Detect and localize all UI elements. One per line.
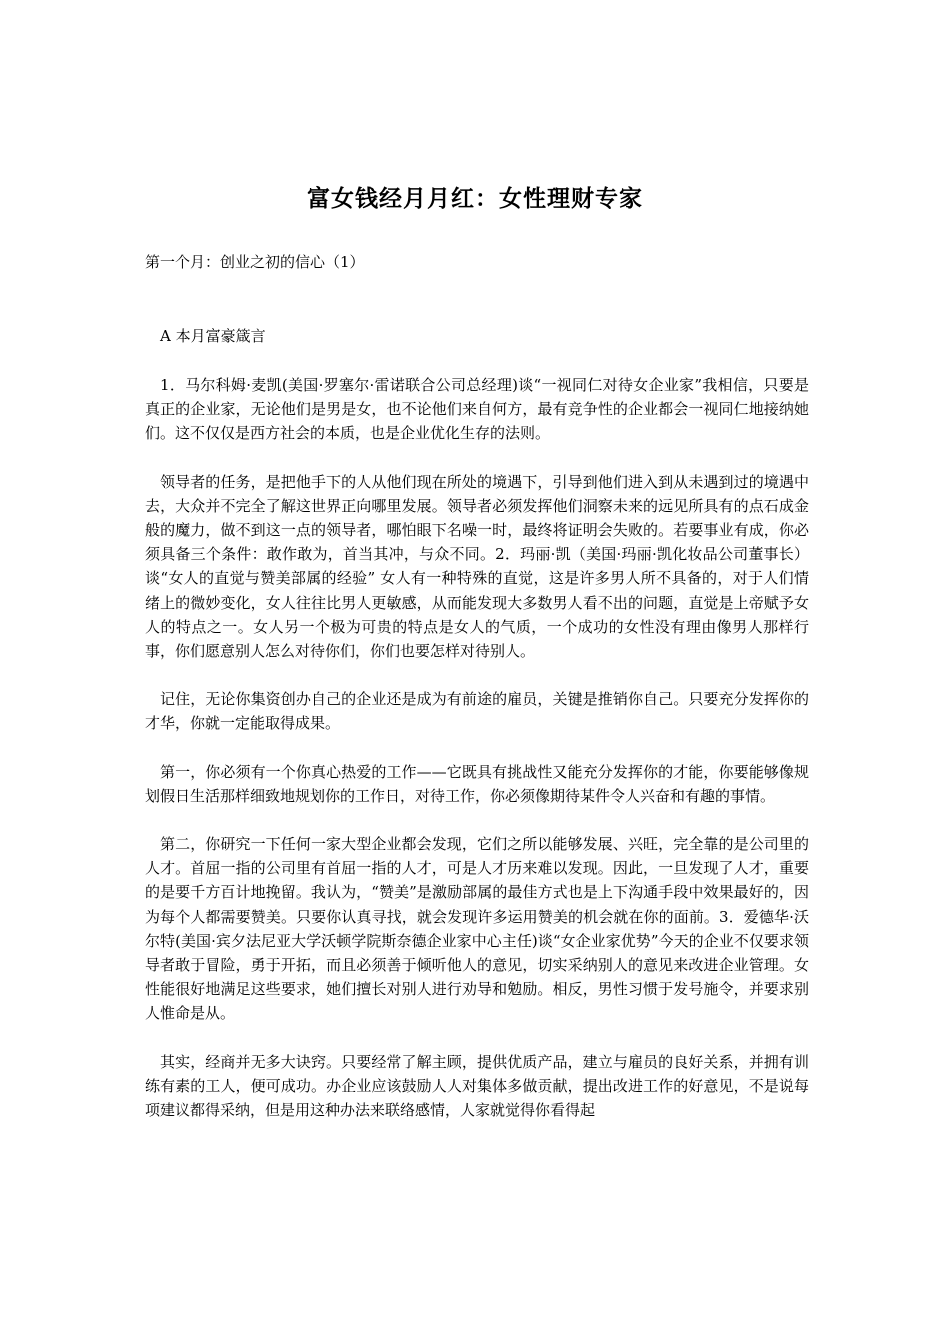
chapter-subtitle: 第一个月：创业之初的信心（1） bbox=[145, 253, 365, 271]
paragraph: 领导者的任务，是把他手下的人从他们现在所处的境遇下，引导到他们进入到从未遇到过的境遇中去，大众并不完全了解这世界正向哪里发展。领导者必须发挥他们洞察未来的远见所具有的点石成金般的魔力，做不到这一点的领导者，哪怕眼下名噪一时，最终将证明会失败的。若要事业有成，你必须具备三个条件：敢作敢为，首当其冲，与众不同。2．玛丽·凯（美国·玛丽·凯化妆品公司董事长）谈“女人的直觉与赞美部属的经验” 女人有一种特殊的直觉，这是许多男人所不具备的，对于人们情绪上的微妙变化，女人往往比男人更敏感，从而能发现大多数男人看不出的问题，直觉是上帝赋予女人的特点之一。女人另一个极为可贵的特点是女人的气质，一个成功的女性没有理由像男人那样行事，你们愿意别人怎么对待你们，你们也要怎样对待别人。 bbox=[145, 472, 809, 661]
paragraph: 记住，无论你集资创办自己的企业还是成为有前途的雇员，关键是推销你自己。只要充分发挥你的才华，你就一定能取得成果。 bbox=[145, 690, 809, 733]
paragraph: 1．马尔科姆·麦凯(美国·罗塞尔·雷诺联合公司总经理)谈“一视同仁对待女企业家”我相信，只要是真正的企业家，无论他们是男是女，也不论他们来自何方，最有竞争性的企业都会一视同仁地接纳她们。这不仅仅是西方社会的本质，也是企业优化生存的法则。 bbox=[145, 376, 809, 443]
paragraph: 第一，你必须有一个你真心热爱的工作——它既具有挑战性又能充分发挥你的才能，你要能够像规划假日生活那样细致地规划你的工作日，对待工作，你必须像期待某件令人兴奋和有趣的事情。 bbox=[145, 762, 809, 805]
section-heading: A 本月富豪箴言 bbox=[160, 327, 266, 345]
paragraph: 其实，经商并无多大诀窍。只要经常了解主顾，提供优质产品，建立与雇员的良好关系，并拥有训练有素的工人，便可成功。办企业应该鼓励人人对集体多做贡献，提出改进工作的好意见，不是说每项建议都得采纳，但是用这种办法来联络感情，人家就觉得你看得起 bbox=[145, 1052, 809, 1120]
body-text bbox=[145, 373, 809, 1146]
document-title: 富女钱经月月红：女性理财专家 bbox=[307, 186, 643, 212]
paragraph: 第二，你研究一下任何一家大型企业都会发现，它们之所以能够发展、兴旺，完全靠的是公司里的人才。首屈一指的公司里有首屈一指的人才，可是人才历来难以发现。因此，一旦发现了人才，重要的是要千方百计地挽留。我认为，“赞美”是激励部属的最佳方式也是上下沟通手段中效果最好的，因为每个人都需要赞美。只要你认真寻找，就会发现许多运用赞美的机会就在你的面前。3．爱德华·沃尔特(美国·宾夕法尼亚大学沃顿学院斯奈德企业家中心主任)谈“女企业家优势”今天的企业不仅要求领导者敢于冒险，勇于开拓，而且必须善于倾听他人的意见，切实采纳别人的意见来改进企业管理。女性能很好地满足这些要求，她们擅长对别人进行劝导和勉励。相反，男性习惯于发号施令，并要求别人惟命是从。 bbox=[145, 835, 809, 1023]
